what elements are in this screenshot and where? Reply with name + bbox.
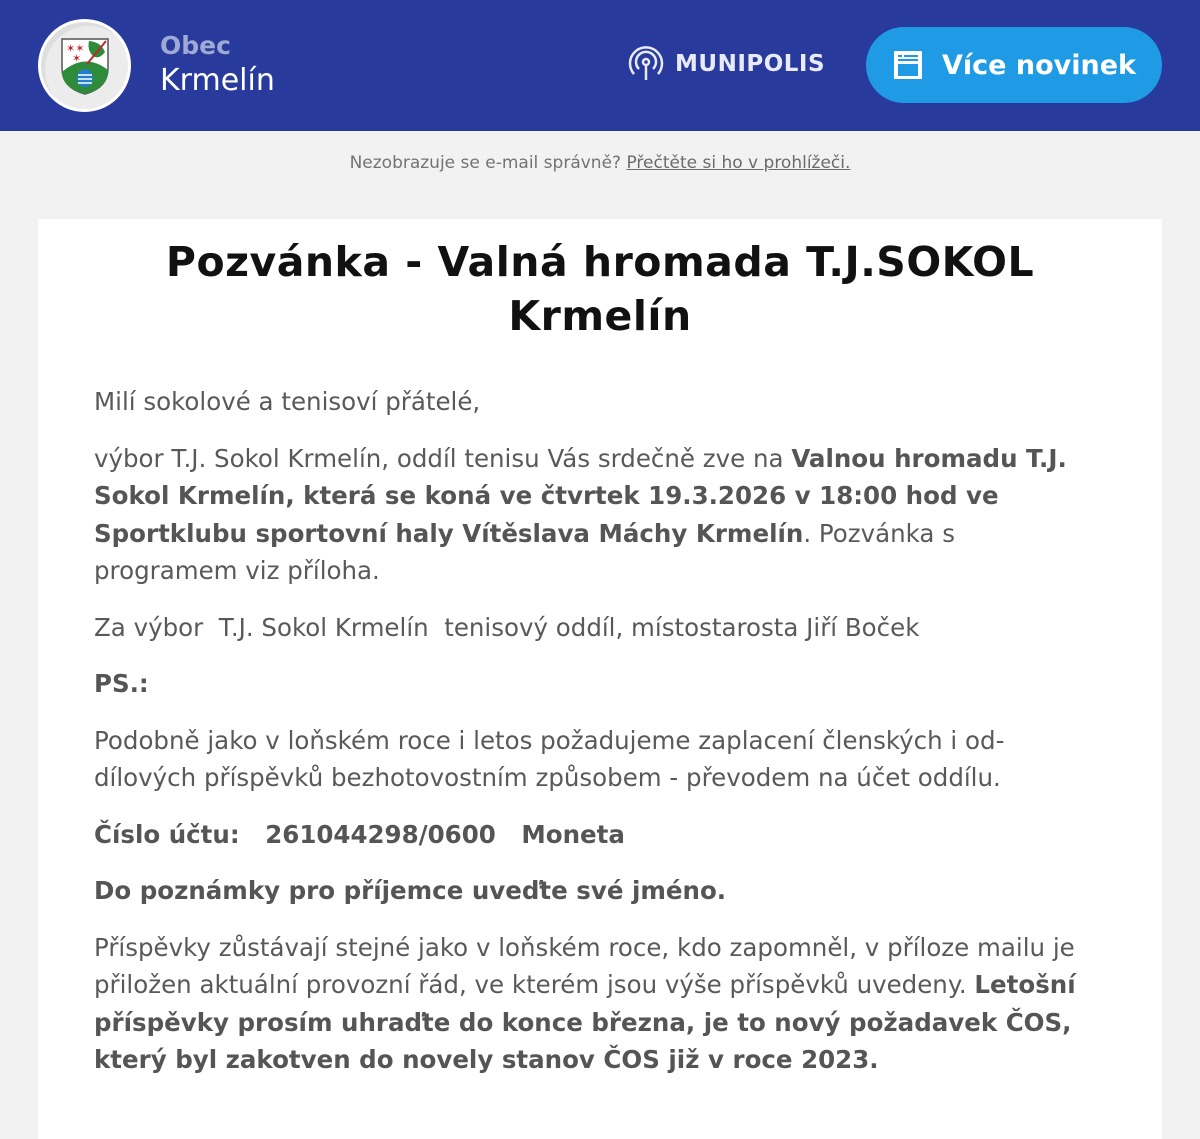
account-number: Číslo účtu: 261044298/0600 Moneta [94,819,625,849]
deadline-notice: Letošní příspěvky prosím uhraďte do konce března, je to nový požadavek ČOS, který byl zakotven do novely stanov ČOS již v roce 2023. [94,970,1076,1074]
munipolis-logo[interactable] [627,45,825,83]
article-card [38,219,1162,1139]
event-details: Valnou hromadu T.J. Sokol Krmelín, která se koná ve čtvrtek 19.3.2026 v 18:00 hod ve Sportklubu sportovní haly Vítěslava Máchy Krmelín [94,443,1067,548]
notice-text: Nezobrazuje se e-mail správně? [349,153,622,173]
more-news-button[interactable] [866,27,1162,103]
more-news-label: Více novinek [942,49,1136,81]
brand-name: Krmelín [160,63,275,98]
article-title: Pozvánka - Valná hromada T.J.SOKOL Krmelín [165,238,1035,340]
article-body [38,383,1162,1079]
coat-of-arms-icon [59,36,111,96]
newspaper-icon [892,49,924,81]
fees-paragraph: Příspěvky zůstávají stejné jako v loňském roce, kdo zapomněl, v příloze mailu je přiložen aktuální provozní řád, ve kterém jsou výše příspěvků uvedeny. Letošní příspěvky prosím uhraďte do konce března, je to nový požadavek ČOS, který byl zakotven do novely stanov ČOS již v roce 2023. [94,932,1076,1074]
munipolis-label: MUNIPOLIS [675,51,826,77]
svg-text:✶: ✶ [71,51,81,65]
signature: Za výbor T.J. Sokol Krmelín tenisový oddíl, místostarosta Jiří Boček [94,612,920,642]
broadcast-icon [627,45,665,83]
brand-prefix: Obec [160,31,231,60]
view-in-browser-notice [0,153,1200,175]
brand [160,30,275,100]
payment-note: Do poznámky pro příjemce uveďte své jméno. [94,876,727,905]
payment-paragraph: Podobně jako v loňském roce i letos požadujeme zaplacení členských i od-dílových příspěvků bezhotovostním způsobem - převodem na účet oddílu. [94,725,1005,792]
header [0,0,1200,131]
view-in-browser-link[interactable]: Přečtěte si ho v prohlížeči. [626,153,851,173]
invitation-paragraph: výbor T.J. Sokol Krmelín, oddíl tenisu Vás srdečně zve na Valnou hromadu T.J. Sokol Krmelín, která se koná ve čtvrtek 19.3.2026 v 18:00 hod ve Sportklubu sportovní haly Vítěslava Máchy Krmelín. Pozvánka s programem viz příloha. [94,443,1067,585]
municipality-logo[interactable] [38,19,131,112]
greeting: Milí sokolové a tenisoví přátelé, [94,387,481,416]
svg-text:✶✶: ✶✶ [65,41,84,55]
ps-label: PS.: [94,669,149,698]
